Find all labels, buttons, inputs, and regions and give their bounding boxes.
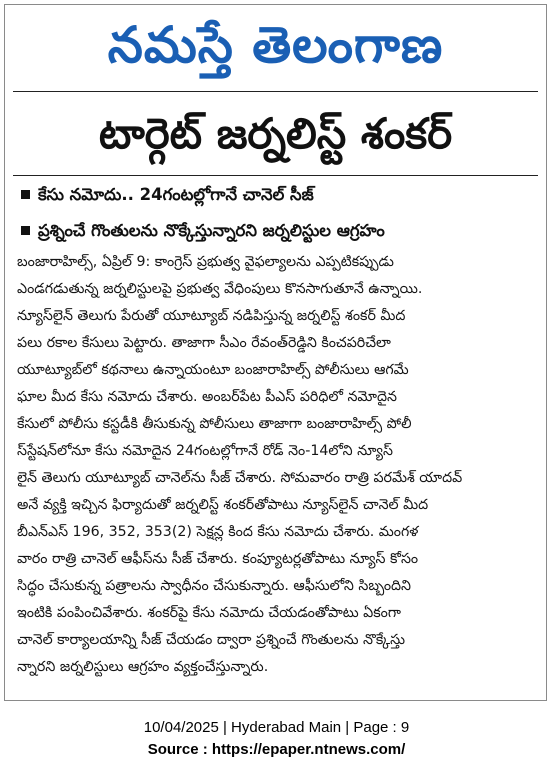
body-line: వారం రాత్రి చానెల్ ఆఫీస్‌ను సీజ్ చేశారు. కంప్యూటర్లతోపాటు న్యూస్ కోసం bbox=[17, 551, 419, 567]
masthead-divider bbox=[13, 91, 538, 92]
footer-source: Source : https://epaper.ntnews.com/ bbox=[147, 741, 406, 758]
body-line: న్నారని జర్నలిస్టులు ఆగ్రహం వ్యక్తంచేస్తున్నారు. bbox=[17, 659, 269, 675]
body-line: కేసులో పోలీసు కస్టడీకి తీసుకున్న పోలీసులు తాజాగా బంజారాహిల్స్ పోలీ bbox=[17, 416, 412, 432]
article-body bbox=[17, 249, 544, 699]
body-line: పలు రకాల కేసులు పెట్టారు. తాజాగా సీఎం రేవంత్‌రెడ్డిని కించపరిచేలా bbox=[17, 335, 391, 351]
square-bullet-icon bbox=[21, 190, 30, 199]
body-line: ఇంటికి పంపించివేశారు. శంకర్‌పై కేసు నమోదు చేయడంతోపాటు ఏకంగా bbox=[17, 605, 401, 621]
square-bullet-icon bbox=[21, 226, 30, 235]
headline-divider bbox=[13, 175, 538, 176]
subhead-text: ప్రశ్నించే గొంతులను నొక్కేస్తున్నారని జర్నలిస్టుల ఆగ్రహం bbox=[38, 221, 385, 240]
body-line: చానెల్ కార్యాలయాన్ని సీజ్ చేయడం ద్వారా ప్రశ్నించే గొంతులను నొక్కేస్తు bbox=[17, 632, 405, 648]
body-line: ఘాల మీద కేసు నమోదు చేశారు. అంబర్‌పేట పీఎస్ పరిధిలో నమోదైన bbox=[17, 389, 397, 405]
body-line: అనే వ్యక్తి ఇచ్చిన ఫిర్యాదుతో జర్నలిస్ట్ శంకర్‌తోపాటు న్యూస్‌లైన్ చానెల్ మీద bbox=[17, 497, 429, 513]
body-line: న్యూస్‌లైన్ తెలుగు పేరుతో యూట్యూబ్ నడిపిస్తున్న జర్నలిస్ట్ శంకర్ మీద bbox=[17, 308, 406, 324]
clipping-frame bbox=[4, 4, 547, 701]
article-subhead bbox=[21, 180, 534, 210]
newspaper-masthead: నమస్తే తెలంగాణ bbox=[107, 16, 444, 74]
body-line: సిద్ధం చేసుకున్న పత్రాలను స్వాధీనం చేసుకున్నారు. ఆఫీసులోని సిబ్బందిని bbox=[17, 578, 412, 594]
article-headline: టార్గెట్ జర్నలిస్ట్ శంకర్ bbox=[98, 109, 453, 158]
body-line: ఎండగడుతున్న జర్నలిస్టులపై ప్రభుత్వ వేధింపులు కొనసాగుతూనే ఉన్నాయి. bbox=[17, 281, 423, 297]
body-line: బంజారాహిల్స్, ఏప్రిల్ 9: కాంగ్రెస్ ప్రభుత్వ వైఫల్యాలను ఎప్పటికప్పుడు bbox=[17, 254, 394, 270]
subhead-text: కేసు నమోదు.. 24గంటల్లోగానే చానెల్ సీజ్ bbox=[38, 185, 314, 204]
article-subhead bbox=[21, 216, 534, 246]
body-line: యూట్యూబ్‌లో కథనాలు ఉన్నాయంటూ బంజారాహిల్స్ పోలీసులు ఆగమే bbox=[17, 362, 409, 378]
body-line: లైన్ తెలుగు యూట్యూబ్ చానెల్‌ను సీజ్ చేశారు. సోమవారం రాత్రి పరమేశ్ యాదవ్ bbox=[17, 470, 463, 486]
body-line: స్‌స్టేషన్‌లోనూ కేసు నమోదైన 24గంటల్లోగానే రోడ్ నెం-14లోని న్యూస్ bbox=[17, 443, 393, 459]
footer-date-edition: 10/04/2025 | Hyderabad Main | Page : 9 bbox=[143, 719, 410, 736]
body-line: బీఎన్ఎస్ 196, 352, 353(2) సెక్షన్ల కింద కేసు నమోదు చేశారు. మంగళ bbox=[17, 524, 419, 540]
